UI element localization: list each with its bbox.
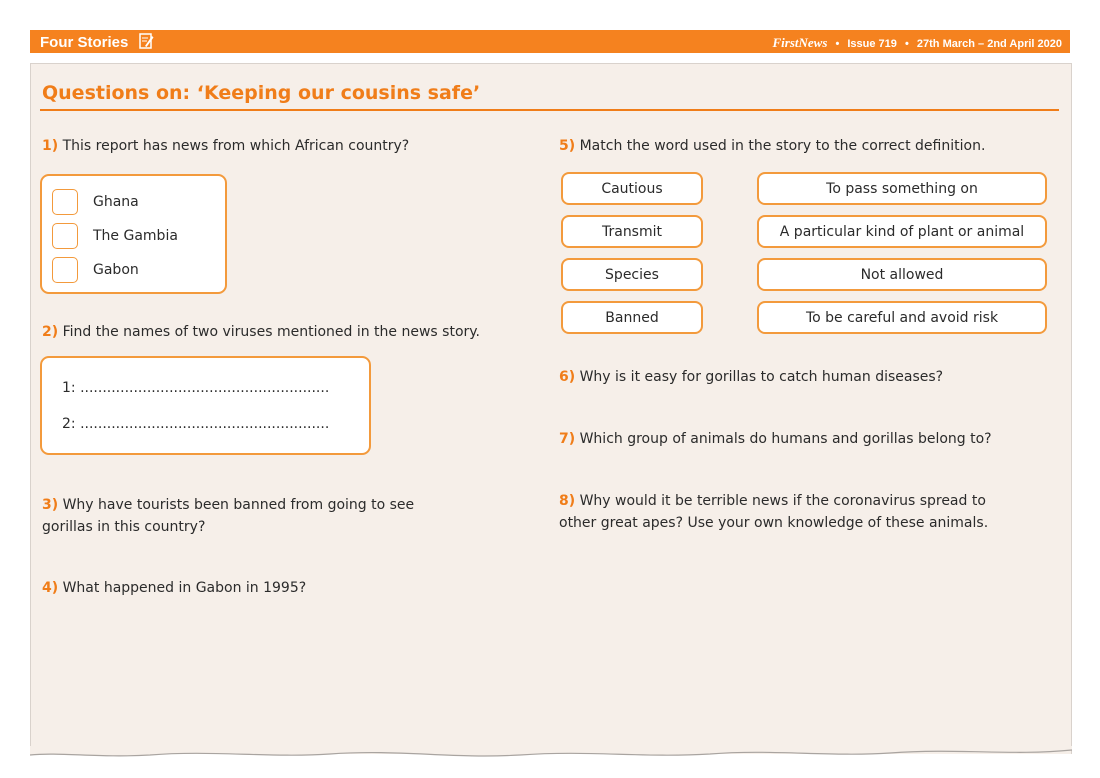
question-text: Why is it easy for gorillas to catch human diseases? bbox=[579, 369, 944, 385]
option-label: Gabon bbox=[93, 262, 139, 278]
question-number: 1) bbox=[42, 138, 59, 154]
question-text: Find the names of two viruses mentioned in the news story. bbox=[62, 324, 481, 340]
option-ghana[interactable] bbox=[52, 188, 139, 216]
question-number: 2) bbox=[42, 324, 59, 340]
question-text: Why have tourists been banned from going to see bbox=[62, 497, 415, 513]
question-2 bbox=[42, 323, 480, 342]
question-number: 6) bbox=[559, 369, 576, 385]
word-species[interactable]: Species bbox=[561, 258, 703, 291]
checkbox[interactable] bbox=[52, 223, 78, 249]
question-text: Why would it be terrible news if the coronavirus spread to bbox=[579, 493, 986, 509]
question-number: 5) bbox=[559, 138, 576, 154]
definition-pass-on[interactable]: To pass something on bbox=[757, 172, 1047, 205]
question-8-continued: other great apes? Use your own knowledge of these animals. bbox=[559, 515, 989, 531]
question-text: Which group of animals do humans and gorillas belong to? bbox=[579, 431, 992, 447]
header-bar bbox=[30, 30, 1070, 53]
title-divider bbox=[40, 109, 1059, 111]
question-number: 8) bbox=[559, 493, 576, 509]
question-text: This report has news from which African country? bbox=[62, 138, 410, 154]
q1-options-box bbox=[40, 174, 227, 294]
definition-not-allowed[interactable]: Not allowed bbox=[757, 258, 1047, 291]
definition-kind-of-plant-or-animal[interactable]: A particular kind of plant or animal bbox=[757, 215, 1047, 248]
word-banned[interactable]: Banned bbox=[561, 301, 703, 334]
question-3-continued: gorillas in this country? bbox=[42, 519, 206, 535]
question-number: 7) bbox=[559, 431, 576, 447]
question-5 bbox=[559, 137, 985, 156]
question-7 bbox=[559, 430, 992, 449]
word-transmit[interactable]: Transmit bbox=[561, 215, 703, 248]
q2-answer-box bbox=[40, 356, 371, 455]
bullet-separator: • bbox=[904, 38, 909, 50]
issue-number: Issue 719 bbox=[847, 38, 897, 50]
question-number: 3) bbox=[42, 497, 59, 513]
brand-name: FirstNews bbox=[772, 35, 828, 50]
page-title: Questions on: ‘Keeping our cousins safe’ bbox=[42, 82, 481, 104]
issue-date: 27th March – 2nd April 2020 bbox=[916, 38, 1062, 50]
question-8 bbox=[559, 492, 986, 511]
section-label bbox=[40, 33, 154, 53]
issue-meta bbox=[772, 35, 1062, 51]
option-label: Ghana bbox=[93, 194, 139, 210]
definition-careful-avoid-risk[interactable]: To be careful and avoid risk bbox=[757, 301, 1047, 334]
answer-line-2[interactable]: 2: ........................................................ bbox=[62, 416, 330, 432]
question-number: 4) bbox=[42, 580, 59, 596]
question-1 bbox=[42, 137, 409, 156]
word-cautious[interactable]: Cautious bbox=[561, 172, 703, 205]
checkbox[interactable] bbox=[52, 257, 78, 283]
option-gabon[interactable] bbox=[52, 256, 139, 284]
option-label: The Gambia bbox=[93, 228, 178, 244]
question-text: What happened in Gabon in 1995? bbox=[62, 580, 307, 596]
checkbox[interactable] bbox=[52, 189, 78, 215]
section-title: Four Stories bbox=[40, 34, 129, 51]
question-6 bbox=[559, 368, 943, 387]
question-3 bbox=[42, 496, 414, 515]
answer-line-1[interactable]: 1: ........................................................ bbox=[62, 380, 330, 396]
pencil-icon bbox=[139, 33, 154, 53]
question-text: Match the word used in the story to the correct definition. bbox=[579, 138, 986, 154]
option-the-gambia[interactable] bbox=[52, 222, 178, 250]
bullet-separator: • bbox=[835, 38, 840, 50]
torn-edge bbox=[30, 746, 1072, 760]
question-4 bbox=[42, 579, 306, 598]
